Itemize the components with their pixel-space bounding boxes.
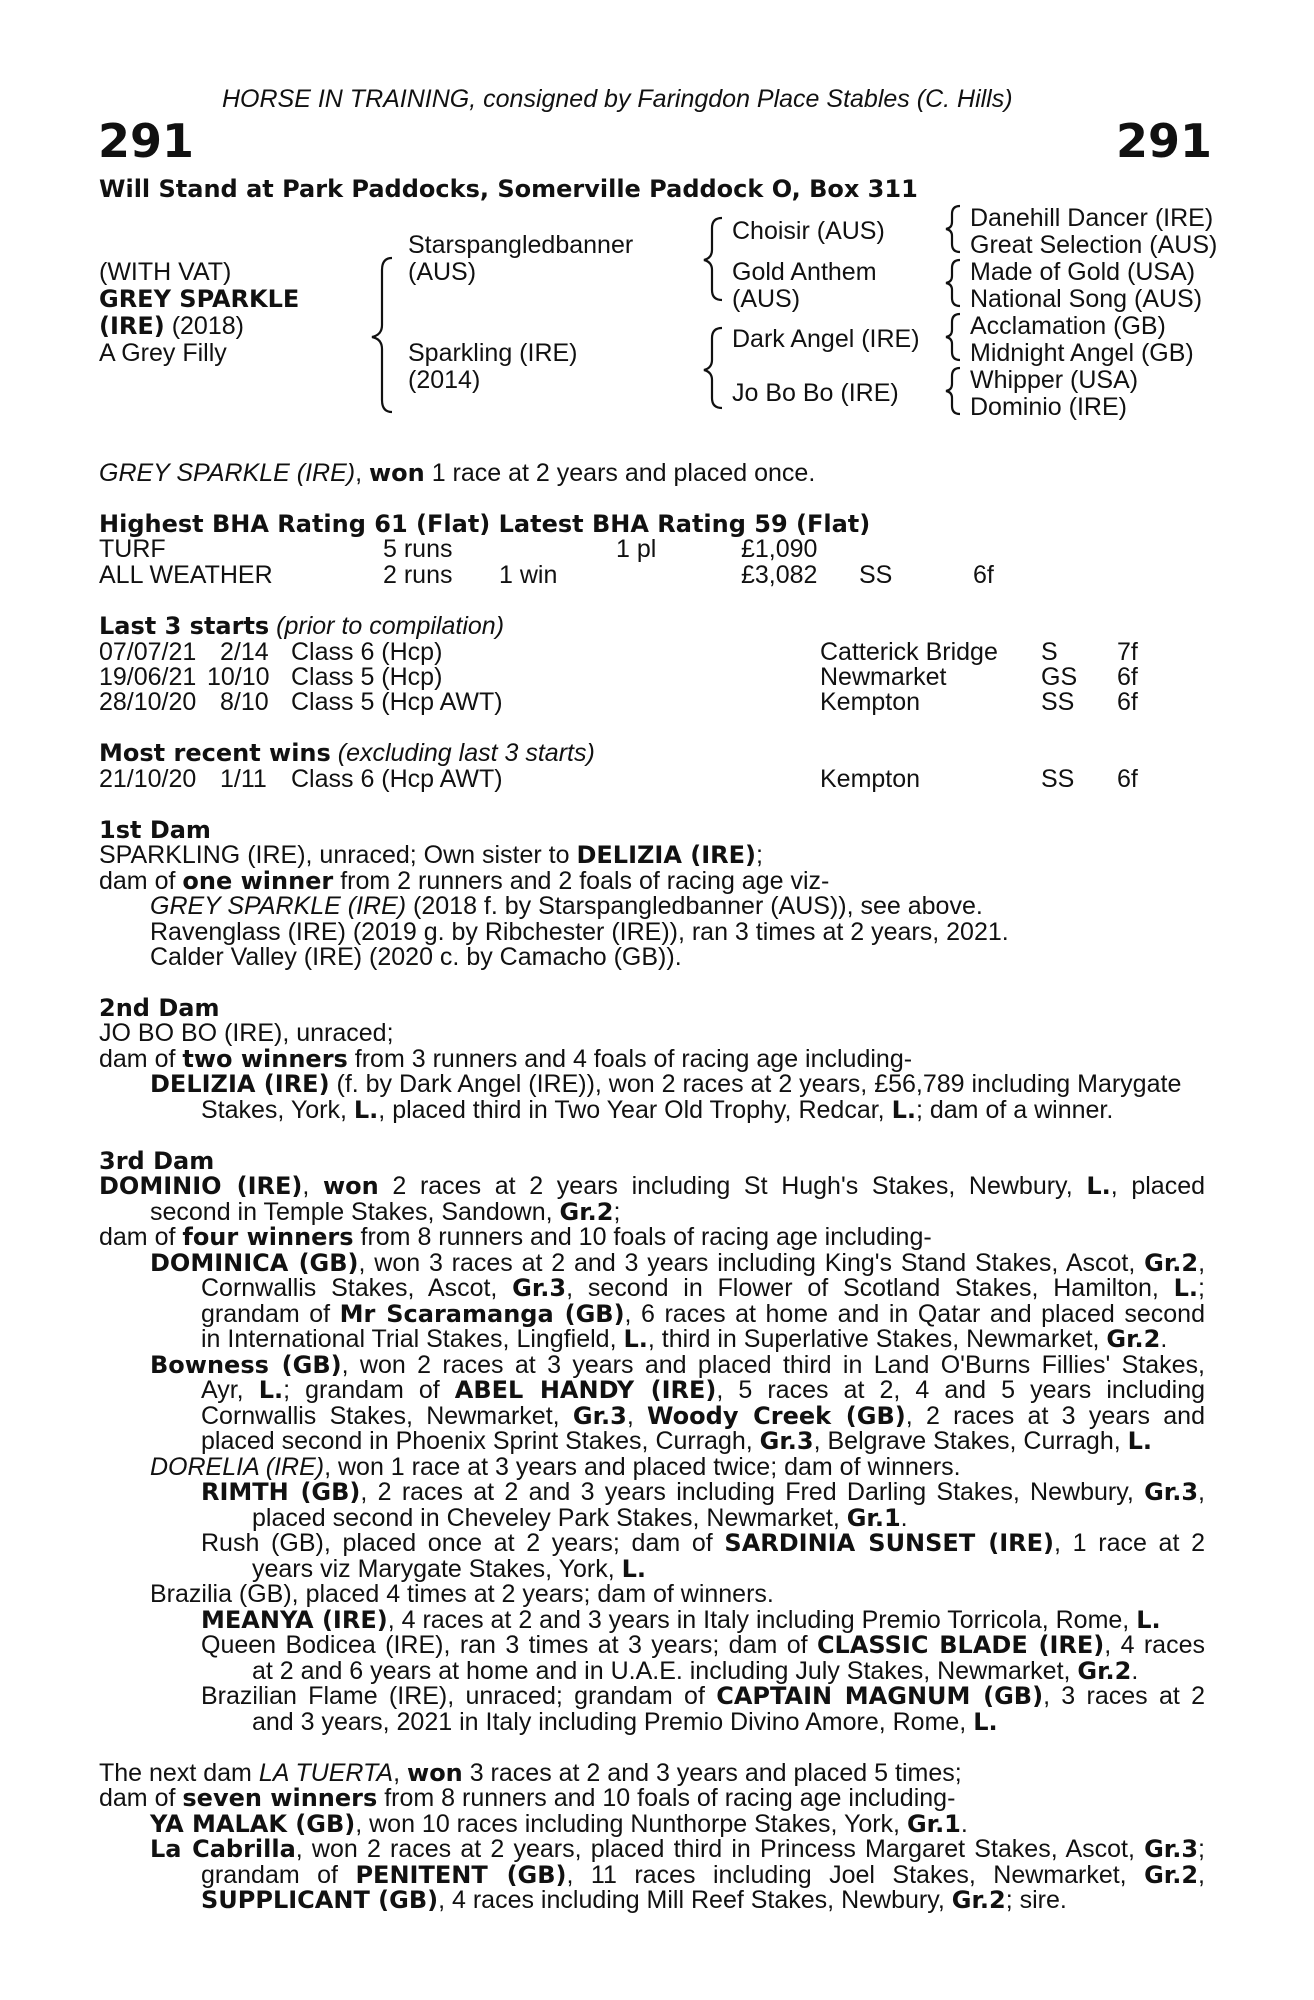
won-label: won	[322, 1172, 379, 1200]
sire-line-2: (AUS)	[408, 258, 477, 286]
progeny-name: YA MALAK (GB)	[150, 1810, 356, 1838]
text: .	[960, 1810, 968, 1838]
start-row	[0, 640, 1314, 665]
text: .	[1160, 1325, 1168, 1353]
sire-sire: Choisir (AUS)	[732, 217, 885, 245]
bowness-line-4	[201, 1429, 1152, 1454]
text: ;	[613, 1198, 621, 1226]
dam-line-2: (2014)	[408, 366, 481, 394]
text: dam of	[99, 1045, 183, 1073]
rimth-line-2	[252, 1506, 908, 1531]
text: placed second in Phoenix Sprint Stakes, Curragh,	[201, 1427, 760, 1455]
text: , 4 races including Mill Reef Stakes, Newbury,	[438, 1886, 952, 1914]
next-dam-line-2	[99, 1786, 955, 1811]
gen3-4: National Song (AUS)	[970, 285, 1203, 313]
rating-wins: 1 win	[499, 561, 558, 589]
bowness-line-2	[201, 1378, 1205, 1403]
text: from 8 runners and 10 foals of racing age including-	[353, 1223, 932, 1251]
text: from 8 runners and 10 foals of racing age including-	[377, 1784, 956, 1812]
recent-wins-title: Most recent wins	[99, 739, 331, 767]
text: (f. by Dark Angel (IRE)), won 2 races at 2 years, £56,789 including Marygate	[329, 1070, 1182, 1098]
text: , won 1 race at 3 years and placed twice; dam of winners.	[324, 1453, 961, 1481]
first-dam-line-1	[99, 843, 763, 868]
start-class: Class 5 (Hcp)	[291, 663, 443, 691]
recent-wins-heading	[99, 741, 595, 766]
group-mark: Gr.2	[559, 1198, 614, 1226]
queen-line-2	[252, 1659, 1138, 1684]
start-row	[0, 690, 1314, 715]
progeny-calder-valley: Calder Valley (IRE) (2020 c. by Camacho (GB)).	[150, 943, 682, 971]
horse-year: (2018)	[171, 312, 244, 340]
progeny-name: CAPTAIN MAGNUM (GB)	[716, 1682, 1044, 1710]
text: from 2 runners and 2 foals of racing age viz-	[333, 867, 830, 895]
bowness-line-3	[201, 1404, 1205, 1429]
last-starts-note: (prior to compilation)	[276, 612, 505, 640]
listed-mark: L.	[621, 1555, 647, 1583]
start-pos: 2/14	[220, 638, 269, 666]
dam-dam: Jo Bo Bo (IRE)	[732, 379, 899, 407]
text: dam of	[99, 1223, 183, 1251]
text: ; grandam of	[283, 1376, 455, 1404]
first-dam-heading: 1st Dam	[99, 816, 211, 844]
text: Cornwallis Stakes, Ascot,	[201, 1274, 513, 1302]
text: ;	[1198, 1274, 1205, 1302]
rating-runs: 5 runs	[383, 535, 453, 563]
text: ; dam of a winner.	[915, 1096, 1114, 1124]
listed-mark: L.	[1127, 1427, 1153, 1455]
start-going: GS	[1041, 663, 1078, 691]
horse-name: GREY SPARKLE	[99, 285, 300, 313]
progeny-name: DORELIA (IRE)	[150, 1453, 325, 1481]
sire-dam-line-1: Gold Anthem	[732, 258, 877, 286]
text: , won 2 races at 2 years, placed third in Princess Margaret Stakes, Ascot,	[295, 1835, 1145, 1863]
start-going: SS	[1041, 688, 1075, 716]
winners-count: seven winners	[182, 1784, 378, 1812]
progeny-name: La Cabrilla	[150, 1835, 296, 1863]
ratings-row-aw	[0, 563, 1314, 588]
start-dist: 6f	[1117, 688, 1138, 716]
text: ;	[756, 841, 763, 869]
flame-line-1	[201, 1684, 1205, 1709]
win-course: Kempton	[820, 765, 921, 793]
progeny-ravenglass: Ravenglass (IRE) (2019 g. by Ribchester (IRE)), ran 3 times at 2 years, 2021.	[150, 918, 1009, 946]
text: from 3 runners and 4 foals of racing age including-	[347, 1045, 913, 1073]
start-class: Class 5 (Hcp AWT)	[291, 688, 503, 716]
start-dist: 6f	[1117, 663, 1138, 691]
text: The next dam	[99, 1759, 259, 1787]
listed-mark: L.	[258, 1376, 284, 1404]
text: dam of	[99, 1784, 183, 1812]
group-mark: Gr.3	[512, 1274, 567, 1302]
second-dam-line-1: JO BO BO (IRE), unraced;	[99, 1019, 394, 1047]
text: , placed	[1110, 1172, 1206, 1200]
text: placed second in Cheveley Park Stakes, Newmarket,	[252, 1504, 847, 1532]
rating-prize: £3,082	[741, 561, 818, 589]
gen3-5: Acclamation (GB)	[970, 312, 1166, 340]
summary-name: GREY SPARKLE (IRE)	[99, 459, 356, 487]
text: Rush (GB), placed once at 2 years; dam of	[201, 1529, 725, 1557]
first-dam-line-2	[99, 869, 829, 894]
win-class: Class 6 (Hcp AWT)	[291, 765, 503, 793]
progeny-name: RIMTH (GB)	[201, 1478, 361, 1506]
dorelia-line	[150, 1455, 961, 1480]
ratings-row-turf	[0, 537, 1314, 562]
sire-dam-line-2: (AUS)	[732, 285, 801, 313]
text: Queen Bodicea (IRE), ran 3 times at 3 years; dam of	[201, 1631, 817, 1659]
dominio-line-1: DOMINIO (IRE), won 2 races at 2 years including St Hugh's Stakes, Newbury, L., placed	[99, 1172, 1206, 1200]
rimth-line-1	[201, 1480, 1205, 1505]
text: , 2 races at 2 and 3 years including Fred Darling Stakes, Newbury,	[360, 1478, 1145, 1506]
start-dist: 7f	[1117, 638, 1138, 666]
progeny-name: DELIZIA (IRE)	[150, 1070, 330, 1098]
rush-line-1	[201, 1531, 1205, 1556]
group-mark: Gr.3	[759, 1427, 814, 1455]
progeny-name: Mr Scaramanga (GB)	[339, 1300, 625, 1328]
winners-count: four winners	[182, 1223, 354, 1251]
text: dam of	[99, 867, 183, 895]
win-dist: 6f	[1117, 765, 1138, 793]
second-dam-heading: 2nd Dam	[99, 994, 220, 1022]
win-pos: 1/11	[220, 765, 267, 793]
text: , 5 races at 2, 4 and 5 years including	[716, 1376, 1206, 1404]
dominio-line-2	[150, 1200, 620, 1225]
gen3-7: Whipper (USA)	[970, 366, 1139, 394]
gen3-2: Great Selection (AUS)	[970, 231, 1218, 259]
text: , placed third in Two Year Old Trophy, Redcar,	[378, 1096, 892, 1124]
text: grandam of	[201, 1861, 356, 1889]
ratings-heading: Highest BHA Rating 61 (Flat) Latest BHA Rating 59 (Flat)	[99, 510, 871, 538]
rush-line-2	[252, 1557, 646, 1582]
text: at 2 and 6 years at home and in U.A.E. including July Stakes, Newmarket,	[252, 1657, 1078, 1685]
progeny-name: PENITENT (GB)	[355, 1861, 567, 1889]
text: , third in Superlative Stakes, Newmarket,	[647, 1325, 1107, 1353]
text: and 3 years, 2021 in Italy including Premio Divino Amore, Rome,	[252, 1708, 974, 1736]
rating-prize: £1,090	[741, 535, 818, 563]
last-starts-title: Last 3 starts	[99, 612, 270, 640]
text: (2018 f. by Starspangledbanner (AUS)), see above.	[406, 892, 983, 920]
text: , 4 races	[1104, 1631, 1205, 1659]
race-summary: GREY SPARKLE (IRE), won 1 race at 2 years and placed once.	[99, 459, 816, 487]
sire-line-1: Starspangledbanner	[408, 231, 634, 259]
text: in International Trial Stakes, Lingfield,	[201, 1325, 624, 1353]
consignor-line: HORSE IN TRAINING, consigned by Faringdon Place Stables (C. Hills)	[222, 85, 1013, 113]
listed-mark: L.	[623, 1325, 648, 1353]
rating-surface: TURF	[99, 535, 166, 563]
won-label: won	[407, 1759, 463, 1787]
text: , 2 races at 3 years and	[905, 1402, 1205, 1430]
start-date: 19/06/21	[99, 663, 197, 691]
text: Cornwallis Stakes, Newmarket,	[201, 1402, 573, 1430]
group-mark: Gr.1	[906, 1810, 961, 1838]
listed-mark: L.	[353, 1096, 379, 1124]
text: 2 races at 2 years including St Hugh's Stakes, Newbury,	[378, 1172, 1087, 1200]
listed-mark: L.	[1086, 1172, 1111, 1200]
text: ,	[1198, 1478, 1205, 1506]
start-class: Class 6 (Hcp)	[291, 638, 443, 666]
win-row	[0, 767, 1314, 792]
progeny-name: GREY SPARKLE (IRE)	[150, 892, 407, 920]
yamalak-line	[150, 1812, 968, 1837]
text: , won 3 races at 2 and 3 years including King's Stand Stakes, Ascot,	[358, 1249, 1145, 1277]
text: 3 races at 2 and 3 years and placed 5 times;	[462, 1759, 962, 1787]
horse-description: A Grey Filly	[99, 339, 227, 367]
gen3-1: Danehill Dancer (IRE)	[970, 204, 1214, 232]
cabrilla-line-1	[150, 1837, 1205, 1862]
delizia-line-1	[150, 1072, 1181, 1097]
lot-number-left: 291	[98, 114, 195, 168]
progeny-name: CLASSIC BLADE (IRE)	[816, 1631, 1105, 1659]
cabrilla-line-3	[201, 1888, 1067, 1913]
listed-mark: L.	[891, 1096, 916, 1124]
start-row	[0, 665, 1314, 690]
text: , won 10 races including Nunthorpe Stakes, York,	[355, 1810, 907, 1838]
text: , second in Flower of Scotland Stakes, Hamilton,	[566, 1274, 1174, 1302]
text: grandam of	[201, 1300, 340, 1328]
group-mark: Gr.2	[1077, 1657, 1132, 1685]
progeny-name: Woody Creek (GB)	[647, 1402, 906, 1430]
group-mark: Gr.2	[1144, 1249, 1199, 1277]
text: second in Temple Stakes, Sandown,	[150, 1198, 560, 1226]
rating-surface: ALL WEATHER	[99, 561, 273, 589]
progeny-name: ABEL HANDY (IRE)	[454, 1376, 717, 1404]
text: Brazilian Flame (IRE), unraced; grandam of	[201, 1682, 717, 1710]
dam-name: DOMINIO (IRE)	[99, 1172, 303, 1200]
text: , 4 races at 2 and 3 years in Italy including Premio Torricola, Rome,	[387, 1606, 1137, 1634]
start-date: 28/10/20	[99, 688, 197, 716]
queen-line-1	[201, 1633, 1205, 1658]
text: ,	[1198, 1861, 1205, 1889]
text: .	[900, 1504, 908, 1532]
start-pos: 10/10	[207, 663, 270, 691]
summary-won: won	[369, 459, 425, 487]
group-mark: Gr.2	[951, 1886, 1006, 1914]
start-course: Kempton	[820, 688, 921, 716]
rating-dist: 6f	[973, 561, 994, 589]
rating-going: SS	[859, 561, 893, 589]
start-date: 07/07/21	[99, 638, 197, 666]
start-course: Newmarket	[820, 663, 947, 691]
dominio-line-3	[99, 1225, 932, 1250]
bowness-line-1	[150, 1353, 1205, 1378]
horse-suffix: (IRE)	[99, 312, 165, 340]
dam-line-1: Sparkling (IRE)	[408, 339, 578, 367]
text: Stakes, York,	[201, 1096, 354, 1124]
rating-placed: 1 pl	[616, 535, 657, 563]
progeny-name: MEANYA (IRE)	[201, 1606, 388, 1634]
summary-rest: 1 race at 2 years and placed once.	[424, 459, 816, 487]
text: ,	[1198, 1249, 1206, 1277]
win-date: 21/10/20	[99, 765, 197, 793]
cabrilla-line-2	[201, 1863, 1205, 1888]
progeny-grey-sparkle	[150, 894, 983, 919]
dominica-line-3	[201, 1302, 1205, 1327]
brazilia-line: Brazilia (GB), placed 4 times at 2 years; dam of winners.	[150, 1580, 774, 1608]
gen3-8: Dominio (IRE)	[970, 393, 1127, 421]
gen3-6: Midnight Angel (GB)	[970, 339, 1194, 367]
text: ;	[1198, 1835, 1205, 1863]
listed-mark: L.	[973, 1708, 998, 1736]
text: ,	[393, 1759, 408, 1787]
text: , 6 races at home and in Qatar and placed second	[624, 1300, 1205, 1328]
text: .	[1131, 1657, 1139, 1685]
text: , 1 race at 2	[1054, 1529, 1205, 1557]
winners-count: two winners	[182, 1045, 348, 1073]
dam-name: LA TUERTA	[258, 1759, 394, 1787]
progeny-name: SARDINIA SUNSET (IRE)	[724, 1529, 1055, 1557]
last-starts-heading	[99, 614, 504, 639]
progeny-name: DOMINICA (GB)	[150, 1249, 359, 1277]
group-mark: Gr.3	[572, 1402, 627, 1430]
delizia-line-2	[201, 1098, 1113, 1123]
recent-wins-note: (excluding last 3 starts)	[337, 739, 595, 767]
text: , 11 races including Joel Stakes, Newmarket,	[566, 1861, 1145, 1889]
group-mark: Gr.1	[846, 1504, 901, 1532]
dominica-line-2	[201, 1276, 1205, 1301]
text: years viz Marygate Stakes, York,	[252, 1555, 622, 1583]
third-dam-heading: 3rd Dam	[99, 1147, 215, 1175]
start-going: S	[1041, 638, 1058, 666]
start-pos: 8/10	[220, 688, 269, 716]
gen3-3: Made of Gold (USA)	[970, 258, 1196, 286]
group-mark: Gr.2	[1106, 1325, 1161, 1353]
group-mark: Gr.3	[1144, 1835, 1199, 1863]
listed-mark: L.	[1136, 1606, 1161, 1634]
dam-sire: Dark Angel (IRE)	[732, 325, 920, 353]
stand-line: Will Stand at Park Paddocks, Somerville Paddock O, Box 311	[99, 175, 918, 203]
group-mark: Gr.2	[1144, 1861, 1199, 1889]
progeny-name: Bowness (GB)	[150, 1351, 342, 1379]
group-mark: Gr.3	[1144, 1478, 1199, 1506]
rating-runs: 2 runs	[383, 561, 453, 589]
second-dam-line-2	[99, 1047, 912, 1072]
dominica-line-1	[150, 1251, 1205, 1276]
listed-mark: L.	[1173, 1274, 1199, 1302]
text: ,	[626, 1402, 648, 1430]
text: , won 2 races at 3 years and placed third in Land O'Burns Fillies' Stakes,	[341, 1351, 1206, 1379]
meanya-line	[201, 1608, 1161, 1633]
flame-line-2	[252, 1710, 998, 1735]
text: ; sire.	[1005, 1886, 1067, 1914]
vat-note: (WITH VAT)	[99, 258, 232, 286]
text: SPARKLING (IRE), unraced; Own sister to	[99, 841, 577, 869]
start-course: Catterick Bridge	[820, 638, 998, 666]
text: , 3 races at 2	[1043, 1682, 1205, 1710]
lot-number-right: 291	[1116, 114, 1213, 168]
win-going: SS	[1041, 765, 1075, 793]
text: , Belgrave Stakes, Curragh,	[813, 1427, 1128, 1455]
sister-name: DELIZIA (IRE)	[576, 841, 757, 869]
winners-count: one winner	[182, 867, 334, 895]
progeny-name: SUPPLICANT (GB)	[201, 1886, 439, 1914]
next-dam-line-1	[99, 1761, 962, 1786]
text: Ayr,	[201, 1376, 259, 1404]
dominica-line-4	[201, 1327, 1167, 1352]
